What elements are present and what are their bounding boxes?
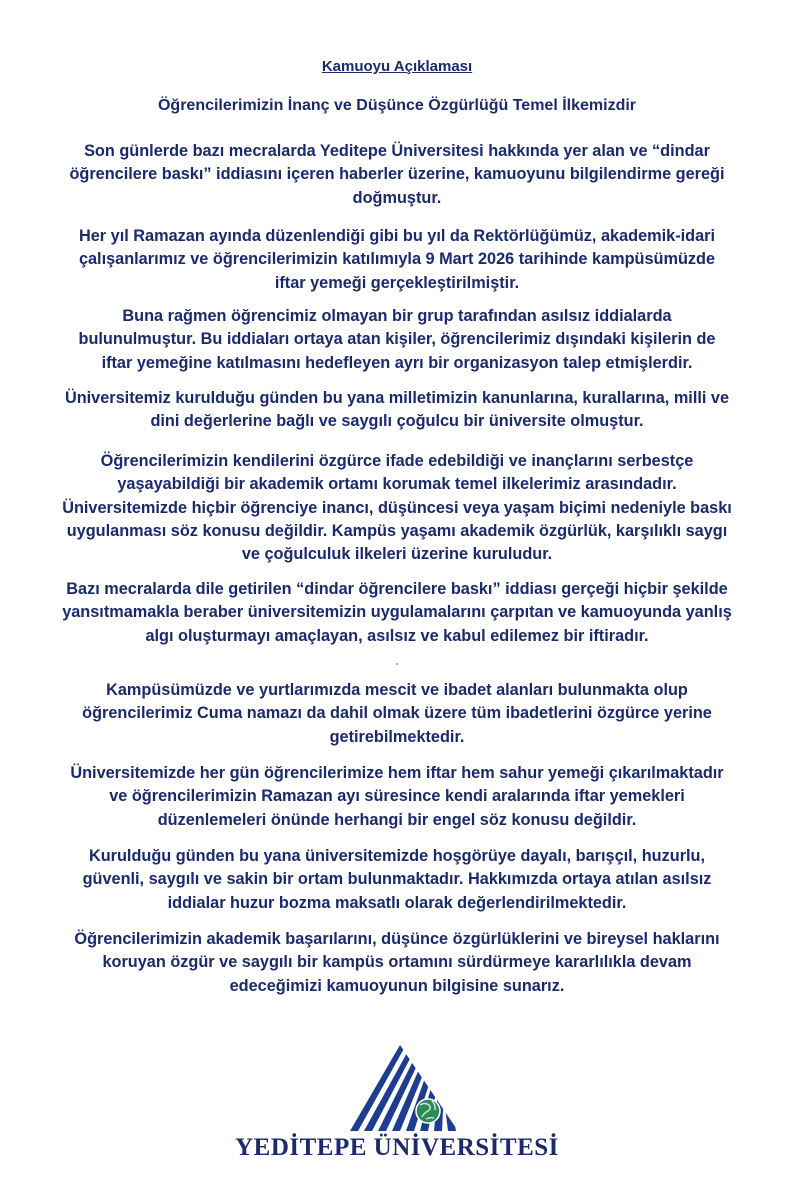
document-subtitle: Öğrencilerimizin İnanç ve Düşünce Özgürlüğü Temel İlkemizdir — [157, 97, 637, 114]
paragraph-7: Kampüsümüzde ve yurtlarımızda mescit ve ibadet alanları bulunmakta olup öğrencilerimiz Cuma namazı da dahil olmak üzere tüm ibadetlerini özgürce yerine getirebilmektedir. — [82, 681, 712, 746]
paragraph-2: Her yıl Ramazan ayında düzenlendiği gibi bu yıl da Rektörlüğümüz, akademik-idari çalışanlarımız ve öğrencilerimizin katılımıyla 9 Mart 2026 tarihinde kampüsümüzde iftar yemeği gerçekleştirilmiştir. — [78, 227, 716, 292]
paragraph-1: Son günlerde bazı mecralarda Yeditepe Üniversitesi hakkında yer alan ve “dindar öğrencilere baskı” iddiasını içeren haberler üzerine, kamuoyunu bilgilendirme gereği doğmuştur. — [69, 142, 725, 207]
paragraph-10: Öğrencilerimizin akademik başarılarını, düşünce özgürlüklerini ve bireysel haklarını koruyan özgür ve saygılı bir kampüs ortamını sürdürmeye kararlılıkla devam edeceğimizi kamuoyunun bilgisine sunarız. — [74, 930, 720, 995]
paragraph-4: Üniversitemiz kurulduğu günden bu yana milletimizin kanunlarına, kurallarına, milli ve dini değerlerine bağlı ve saygılı çoğulcu bir üniversite olmuştur. — [64, 389, 730, 431]
university-name: YEDİTEPE ÜNİVERSİTESİ — [235, 1134, 559, 1161]
paragraph-5: Öğrencilerimizin kendilerini özgürce ifade edebildiği ve inançlarını serbestçe yaşayabildiği bir akademik ortamı korumak temel ilkelerimiz arasındadır. Üniversitemizde hiçbir öğrenciye inancı, düşüncesi veya yaşam biçimi nedeniyle baskı uygulanması söz konusu değildir. Kampüs yaşamı akademik özgürlük, karşılıklı saygı ve çoğulculuk ilkeleri üzerine kuruludur. — [62, 452, 732, 564]
paragraph-6: Bazı mecralarda dile getirilen “dindar öğrencilere baskı” iddiası gerçeği hiçbir şekilde yansıtmamakla beraber üniversitemizin uygulamalarını çarpıtan ve kamuoyunda yanlış algı oluşturmayı amaçlayan, asılsız ve kabul edilemez bir iftiradır. — [62, 580, 732, 645]
paragraph-3: Buna rağmen öğrencimiz olmayan bir grup tarafından asılsız iddialarda bulunulmuştur. Bu iddiaları ortaya atan kişiler, öğrencilerimiz dışındaki kişilerin de iftar yemeğine katılmasını hedefleyen ayrı bir organizasyon talep etmişlerdir. — [78, 307, 716, 372]
stray-dot — [396, 663, 398, 665]
paragraph-9: Kurulduğu günden bu yana üniversitemizde hoşgörüye dayalı, barışçıl, huzurlu, güvenli, saygılı ve sakin bir ortam bulunmaktadır. Hakkımızda ortaya atılan asılsız iddialar huzur bozma maksatlı olarak değerlendirilmektedir. — [82, 847, 712, 912]
paragraph-8: Üniversitemizde her gün öğrencilerimize hem iftar hem sahur yemeği çıkarılmaktadır ve öğrencilerimizin Ramazan ayı süresince kendi aralarında iftar yemekleri düzenlemeleri önünde herhangi bir engel söz konusu değildir. — [70, 764, 724, 829]
document-title: Kamuoyu Açıklaması — [321, 58, 473, 75]
yeditepe-triangle-globe-logo-icon — [340, 1043, 460, 1133]
